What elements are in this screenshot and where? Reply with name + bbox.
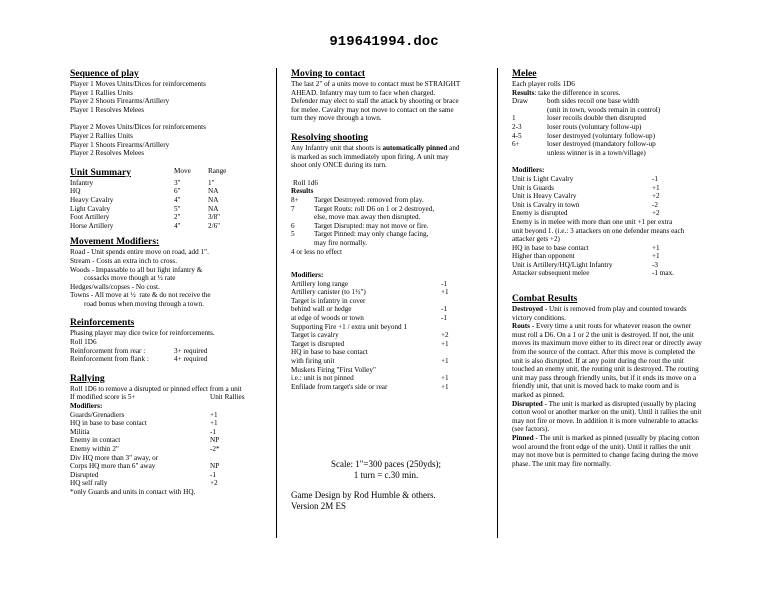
melee-modifier-text: attacker gets +2): [512, 235, 560, 244]
shooting-modifier: [291, 374, 481, 383]
melee-modifier-label: Higher than opponent: [512, 252, 575, 261]
unit-move: 3": [174, 178, 181, 187]
column-right: [512, 68, 702, 468]
melee-result-label: 6+: [512, 140, 520, 149]
movement-modifier: Stream - Costs an extra inch to cross.: [70, 256, 177, 265]
shooting-modifier-value: +2: [441, 331, 449, 340]
reinforcement-row-label: Reinforcement from rear :: [70, 346, 146, 355]
melee-modifier-value: -1 max.: [652, 269, 674, 278]
melee-result-label: 1: [512, 114, 516, 123]
melee-modifier-label: Unit is Artillery/HQ/Light Infantry: [512, 260, 613, 269]
rally-modifier: [70, 445, 270, 454]
shooting-modifier: [291, 331, 481, 340]
shooting-modifiers-table: [291, 280, 481, 392]
reinforcement-text: Roll 1D6: [70, 338, 97, 347]
unit-row: [70, 196, 270, 205]
unit-range: NA: [208, 187, 219, 196]
combat-result-disrupted: [512, 400, 702, 434]
sequence-step: Player 1 Moves Units/Dices for reinforcements: [70, 80, 206, 88]
moving-to-contact-line: for melee. Cavalry may not move to contact on the same: [291, 105, 454, 114]
shooting-result: [291, 239, 481, 248]
melee-result: [512, 97, 702, 106]
melee-results-line: [512, 89, 702, 98]
version-line: Version 2M ES: [291, 500, 347, 511]
sequence-list-b: [70, 123, 270, 157]
combat-result-text: - The unit is marked as pinned (usually by placing cotton wool around the front edge of the unit). Until it rallies the unit may not move but is permitted to change facing during the move phase. The unit may fire normally.: [512, 433, 700, 468]
rally-modifier: [70, 411, 270, 420]
shooting-modifier-label: Supporting Fire +1 / extra unit beyond 1: [291, 322, 408, 331]
movement-modifier-note: cossacks move though at ½ rate: [84, 274, 176, 283]
rally-modifier: [70, 479, 270, 488]
scale-line-1: Scale: 1"=300 paces (250yds);: [331, 459, 441, 470]
unit-row: [70, 213, 270, 222]
melee-results-table: [512, 97, 702, 157]
shooting-modifier-value: +1: [441, 357, 449, 366]
shooting-result-label: 7: [291, 204, 295, 213]
rally-modifier-label: Div HQ more than 3" away, or: [70, 453, 159, 462]
melee-modifier-label: Attacker subsequent melee: [512, 269, 590, 278]
unit-row: [70, 222, 270, 231]
shooting-text-part: Any Infantry unit that shoots is: [291, 143, 383, 152]
unit-summary-table: [70, 179, 270, 231]
combat-result-text: - Every time a unit routs for whatever reason the owner must roll a D6. On a 1 or 2 the unit is destroyed. If not, the unit moves its maximum move either to its direct rear or directly away from the source of the contact. After this move is completed the unit is also disrupted. If at any point during the rout the unit touched an enemy unit, the routing unit is destroyed. The routing unit may pass through friendly units, but if it ends its move on a friendly unit, that unit is moved back to make room and is marked as pinned.: [512, 322, 702, 399]
melee-modifier-long: [512, 218, 702, 244]
shooting-modifier-label: i.e.: unit is not pinned: [291, 374, 354, 383]
unit-range: 3/8": [208, 213, 221, 222]
unit-range: NA: [208, 195, 219, 204]
shooting-text-emphasis: automatically pinned: [382, 143, 448, 152]
no-effect-line: 4 or less no effect: [291, 247, 342, 256]
melee-result-value: both sides recoil one base width: [547, 97, 640, 106]
combat-result-label: Pinned: [512, 433, 534, 442]
moving-to-contact-heading: Moving to contact: [291, 68, 366, 79]
rally-modifier-label: Guards/Grenadiers: [70, 410, 125, 419]
unit-name: Infantry: [70, 178, 94, 187]
melee-result-label: 4-5: [512, 131, 522, 140]
unit-name: Horse Artillery: [70, 221, 114, 230]
melee-modifier: [512, 175, 702, 184]
scale-line-2: 1 turn = c.30 min.: [353, 469, 419, 480]
credit-line: Game Design by Rod Humble & others.: [291, 490, 436, 501]
sequence-heading: Sequence of play: [70, 68, 139, 79]
shooting-modifier-value: +1: [441, 374, 449, 383]
melee-modifier: [512, 201, 702, 210]
shooting-result-label: [291, 239, 314, 248]
unit-move: 6": [174, 187, 181, 196]
melee-modifier-value: -2: [652, 200, 658, 209]
sequence-list-a: [70, 80, 270, 114]
results-label: Results: [291, 187, 314, 196]
movement-modifiers-list-2: [70, 283, 270, 300]
melee-modifier-label: Unit is Cavalry in town: [512, 200, 580, 209]
unit-row: [70, 179, 270, 188]
melee-modifier-value: -3: [652, 260, 658, 269]
shooting-modifier-label: HQ in base to base contact: [291, 348, 368, 357]
rally-modifier-value: +2: [210, 479, 218, 488]
rallying-modifiers-label: Modifiers:: [70, 402, 103, 411]
shooting-modifier-label: Target is cavalry: [291, 331, 339, 340]
rally-modifier-label: Enemy in contact: [70, 436, 121, 445]
reinforcements-text: [70, 329, 270, 346]
melee-intro: Each player rolls 1D6: [512, 80, 575, 88]
melee-modifier-text: unit beyond 1. (i.e.: 3 attackers on one defender means each: [512, 226, 685, 235]
shooting-modifier: [291, 305, 481, 314]
shooting-text-line: [291, 144, 481, 153]
unit-range: 1": [208, 178, 215, 187]
melee-result-value: loser destroyed (mandatory follow-up: [547, 140, 656, 149]
melee-result: [512, 114, 702, 123]
shooting-modifier-label: at edge of woods or town: [291, 314, 364, 323]
sequence-step: Player 1 Shoots Firearms/Artillery: [70, 140, 170, 149]
melee-modifier-label: Enemy is disrupted: [512, 209, 568, 218]
unit-col-range: Range: [208, 166, 227, 175]
unit-summary-heading: Unit Summary: [70, 166, 132, 178]
column-divider: [497, 68, 498, 538]
melee-modifier-label: Unit is Heavy Cavalry: [512, 192, 577, 201]
rally-modifier-value: +1: [210, 419, 218, 428]
reinforcement-row-label: Reinforcement from flank :: [70, 355, 149, 364]
column-divider: [276, 68, 277, 538]
shooting-modifier-label: Target is infantry in cover: [291, 296, 366, 305]
shooting-modifier-value: -1: [441, 279, 447, 288]
unit-move: 4": [174, 221, 181, 230]
combat-result-label: Destroyed: [512, 305, 544, 314]
reinforcement-row-value: 3+ required: [174, 346, 208, 355]
combat-result-pinned: [512, 434, 702, 468]
rally-modifier-value: NP: [210, 462, 220, 471]
sequence-step: Player 1 Resolves Melees: [70, 105, 145, 114]
combat-result-text: - Unit is removed from play and counted towards victory conditions.: [512, 305, 687, 322]
shooting-modifier-label: Artillery long range: [291, 279, 349, 288]
rally-modifier-label: Corps HQ more than 6" away: [70, 462, 156, 471]
melee-modifier-value: +1: [652, 252, 660, 261]
melee-result-value: unless winner is in a town/village): [547, 148, 646, 157]
rallying-modifiers-table: [70, 411, 270, 488]
movement-modifiers-list: [70, 248, 270, 274]
shooting-modifier-label: behind wall or hedge: [291, 305, 352, 314]
rally-modifier-label: Enemy within 2": [70, 445, 119, 453]
melee-results-text: : take the difference in scores.: [534, 88, 621, 97]
shooting-result-label: [291, 213, 314, 222]
rally-modifier-label: Militia: [70, 427, 90, 436]
rallying-threshold-result: Unit Rallies: [210, 393, 245, 402]
unit-row: [70, 187, 270, 196]
sequence-step: Player 2 Resolves Melees: [70, 149, 145, 158]
shooting-result-value: Target Destroyed: removed from play.: [314, 195, 424, 204]
shooting-result-label: 8+: [291, 195, 299, 204]
sequence-step: Player 1 Rallies Units: [70, 88, 133, 97]
rallying-note: *only Guards and units in contact with HQ.: [70, 487, 196, 496]
melee-result-label: Draw: [512, 97, 528, 106]
melee-modifier: [512, 184, 702, 193]
movement-modifier: Hedges/walls/copses - No cost.: [70, 282, 160, 291]
melee-modifier-label: Unit is Light Cavalry: [512, 174, 574, 183]
rally-modifier-value: +1: [210, 410, 218, 419]
melee-result-value: loser destroyed (voluntary follow-up): [547, 131, 655, 140]
combat-result-label: Routs: [512, 322, 530, 331]
melee-result: [512, 132, 702, 141]
reinforcement-text: Phasing player may dice twice for reinforcements.: [70, 329, 215, 338]
combat-results-heading: Combat Results: [512, 293, 578, 305]
melee-result: [512, 123, 702, 132]
movement-modifiers-heading: Movement Modifiers:: [70, 236, 160, 248]
unit-name: Foot Artillery: [70, 213, 110, 222]
rally-modifier-label: HQ self rally: [70, 479, 108, 488]
melee-result: [512, 106, 702, 115]
sequence-step: Player 2 Moves Units/Dices for reinforcements: [70, 123, 206, 132]
reinforcements-heading: Reinforcements: [70, 317, 135, 329]
shooting-modifier: [291, 280, 481, 289]
rallying-text: Roll 1D6 to remove a disrupted or pinned effect from a unit: [70, 384, 242, 393]
shooting-modifier: [291, 314, 481, 323]
moving-to-contact-text: [291, 80, 481, 123]
rally-modifier-value: -1: [210, 470, 216, 479]
melee-modifier: [512, 252, 702, 261]
roll-label: Roll 1d6: [293, 178, 318, 187]
rally-modifier: [70, 419, 270, 428]
melee-modifier: [512, 192, 702, 201]
shooting-result: [291, 205, 481, 214]
melee-result-label: [512, 149, 547, 158]
melee-modifier-value: -1: [652, 174, 658, 183]
rally-modifier-label: HQ in base to base contact: [70, 419, 147, 428]
shooting-modifier: [291, 366, 481, 375]
shooting-modifier-value: +1: [441, 288, 449, 297]
melee-result-value: loser routs (voluntary follow-up): [547, 122, 642, 131]
shooting-modifier: [291, 340, 481, 349]
combat-result-routs: [512, 322, 702, 399]
combat-result-label: Disrupted: [512, 399, 543, 408]
melee-results-label: Results: [512, 88, 535, 97]
melee-modifier-label: Unit is Guards: [512, 183, 554, 192]
movement-modifier: Road - Unit spends entire move on road, add 1".: [70, 248, 209, 257]
shooting-result-value: Target Disrupted: may not move or fire.: [314, 221, 429, 230]
shooting-modifier: [291, 357, 481, 366]
shooting-result-label: 6: [291, 221, 295, 230]
melee-result-label: 2-3: [512, 122, 522, 131]
shooting-modifier: [291, 348, 481, 357]
melee-modifier-value: +2: [652, 209, 660, 218]
unit-name: Heavy Cavalry: [70, 195, 114, 204]
reinforcement-row-value: 4+ required: [174, 355, 208, 364]
melee-result-label: [512, 106, 547, 115]
melee-modifier-value: +1: [652, 183, 660, 192]
melee-modifier-value: +2: [652, 192, 660, 201]
sequence-step: Player 2 Shoots Firearms/Artillery: [70, 97, 170, 106]
rallying-heading: Rallying: [70, 372, 105, 384]
combat-result-destroyed: [512, 305, 702, 322]
shooting-result: [291, 213, 481, 222]
melee-modifier: [512, 209, 702, 218]
shooting-text-part: and: [447, 143, 460, 152]
shooting-modifier-label: with firing unit: [291, 357, 335, 366]
shooting-result-label: 5: [291, 230, 295, 239]
melee-result: [512, 149, 702, 158]
unit-range: NA: [208, 204, 219, 213]
melee-modifier: [512, 261, 702, 270]
shooting-result: [291, 222, 481, 231]
rally-modifier: [70, 428, 270, 437]
movement-modifier: Towns - All move at ½ rate & do not receive the: [70, 291, 211, 300]
shooting-modifier-label: Target is disrupted: [291, 339, 345, 348]
moving-to-contact-line: The last 2" of a units move to contact must be STRAIGHT: [291, 80, 461, 88]
shooting-modifier-value: +1: [441, 382, 449, 391]
melee-modifier-value: +1: [652, 243, 660, 252]
melee-modifier-text: Enemy is in melee with more than one unit +1 per extra: [512, 217, 673, 226]
rally-modifier-value: NP: [210, 436, 220, 445]
unit-name: Light Cavalry: [70, 204, 111, 213]
shooting-modifier-label: Muskets Firing "First Volley": [291, 365, 376, 374]
unit-summary-header: [70, 167, 270, 179]
shooting-text-line: is marked as such immediately upon firing. A unit may: [291, 152, 449, 161]
moving-to-contact-line: AHEAD. Infantry may turn to face when charged.: [291, 88, 436, 97]
shooting-result-value: else, move max away then disrupted.: [314, 213, 421, 222]
shooting-modifier-value: -1: [441, 314, 447, 323]
shooting-modifier: [291, 288, 481, 297]
rally-modifier: [70, 462, 270, 471]
document-title: 919641994.doc: [329, 34, 439, 50]
melee-modifier: [512, 244, 702, 253]
unit-move: 4": [174, 195, 181, 204]
column-left: [70, 68, 270, 497]
melee-modifier-label: HQ in base to base contact: [512, 243, 589, 252]
column-middle: [291, 68, 481, 511]
shooting-results-table: [291, 196, 481, 248]
shooting-modifier-value: +1: [441, 339, 449, 348]
shooting-modifier-value: -1: [441, 305, 447, 314]
rally-modifier-value: -2*: [210, 445, 220, 453]
melee-heading: Melee: [512, 68, 537, 79]
movement-modifier: Woods - Impassable to all but light infantry &: [70, 265, 203, 274]
shooting-result-value: may fire normally.: [314, 238, 368, 247]
shooting-result-value: Target Routs: roll D6 on 1 or 2 destroyed,: [314, 204, 435, 213]
reinforcements-table: [70, 347, 270, 364]
shooting-result-value: Target Pinned: may only change facing,: [314, 230, 429, 239]
unit-move: 5": [174, 204, 181, 213]
melee-result: [512, 140, 702, 149]
melee-result-value: loser recoils double then disrupted: [547, 114, 647, 123]
rally-modifier: [70, 454, 270, 463]
shooting-modifier: [291, 323, 481, 332]
rally-modifier: [70, 436, 270, 445]
shooting-modifier-label: Enfilade from target's side or rear: [291, 382, 388, 391]
unit-move: 2": [174, 213, 181, 222]
rallying-threshold-label: If modified score is 5+: [70, 393, 136, 402]
melee-modifier: [512, 269, 702, 278]
shooting-modifier: [291, 383, 481, 392]
melee-modifiers-label: Modifiers:: [512, 166, 545, 175]
shooting-modifiers-label: Modifiers:: [291, 271, 324, 280]
reinforcement-row: [70, 355, 270, 364]
unit-name: HQ: [70, 187, 81, 196]
moving-to-contact-line: turn they move through a town.: [291, 114, 382, 123]
resolving-shooting-heading: Resolving shooting: [291, 131, 369, 143]
shooting-text: [291, 153, 481, 170]
unit-range: 2/6": [208, 221, 221, 230]
shooting-modifier-label: Artillery canister (to 1½"): [291, 288, 366, 297]
rally-modifier: [70, 471, 270, 480]
unit-row: [70, 205, 270, 214]
combat-result-text: - The unit is marked as disrupted (usually by placing cotton wool or another marker on the unit). Until it rallies the unit may not fire or move. In addition it is more vulnerable to attacks (see factors).: [512, 399, 702, 434]
melee-result-value: (unit in town, woods remain in control): [547, 105, 661, 114]
unit-col-move: Move: [174, 166, 191, 175]
rally-modifier-value: -1: [210, 427, 216, 436]
shooting-result: [291, 196, 481, 205]
reinforcement-row: [70, 347, 270, 356]
sequence-step: Player 2 Rallies Units: [70, 131, 133, 140]
melee-modifiers-table-2: [512, 244, 702, 278]
moving-to-contact-line: Defender may elect to stall the attack by shooting or brace: [291, 97, 459, 106]
shooting-modifier: [291, 297, 481, 306]
rallying-threshold: [70, 393, 270, 402]
rally-modifier-label: Disrupted: [70, 470, 99, 479]
shooting-text-line: shoot only ONCE during its turn.: [291, 161, 387, 170]
melee-modifiers-table: [512, 175, 702, 218]
movement-modifier-note: road bonus when moving through a town.: [84, 299, 204, 308]
shooting-result: [291, 230, 481, 239]
